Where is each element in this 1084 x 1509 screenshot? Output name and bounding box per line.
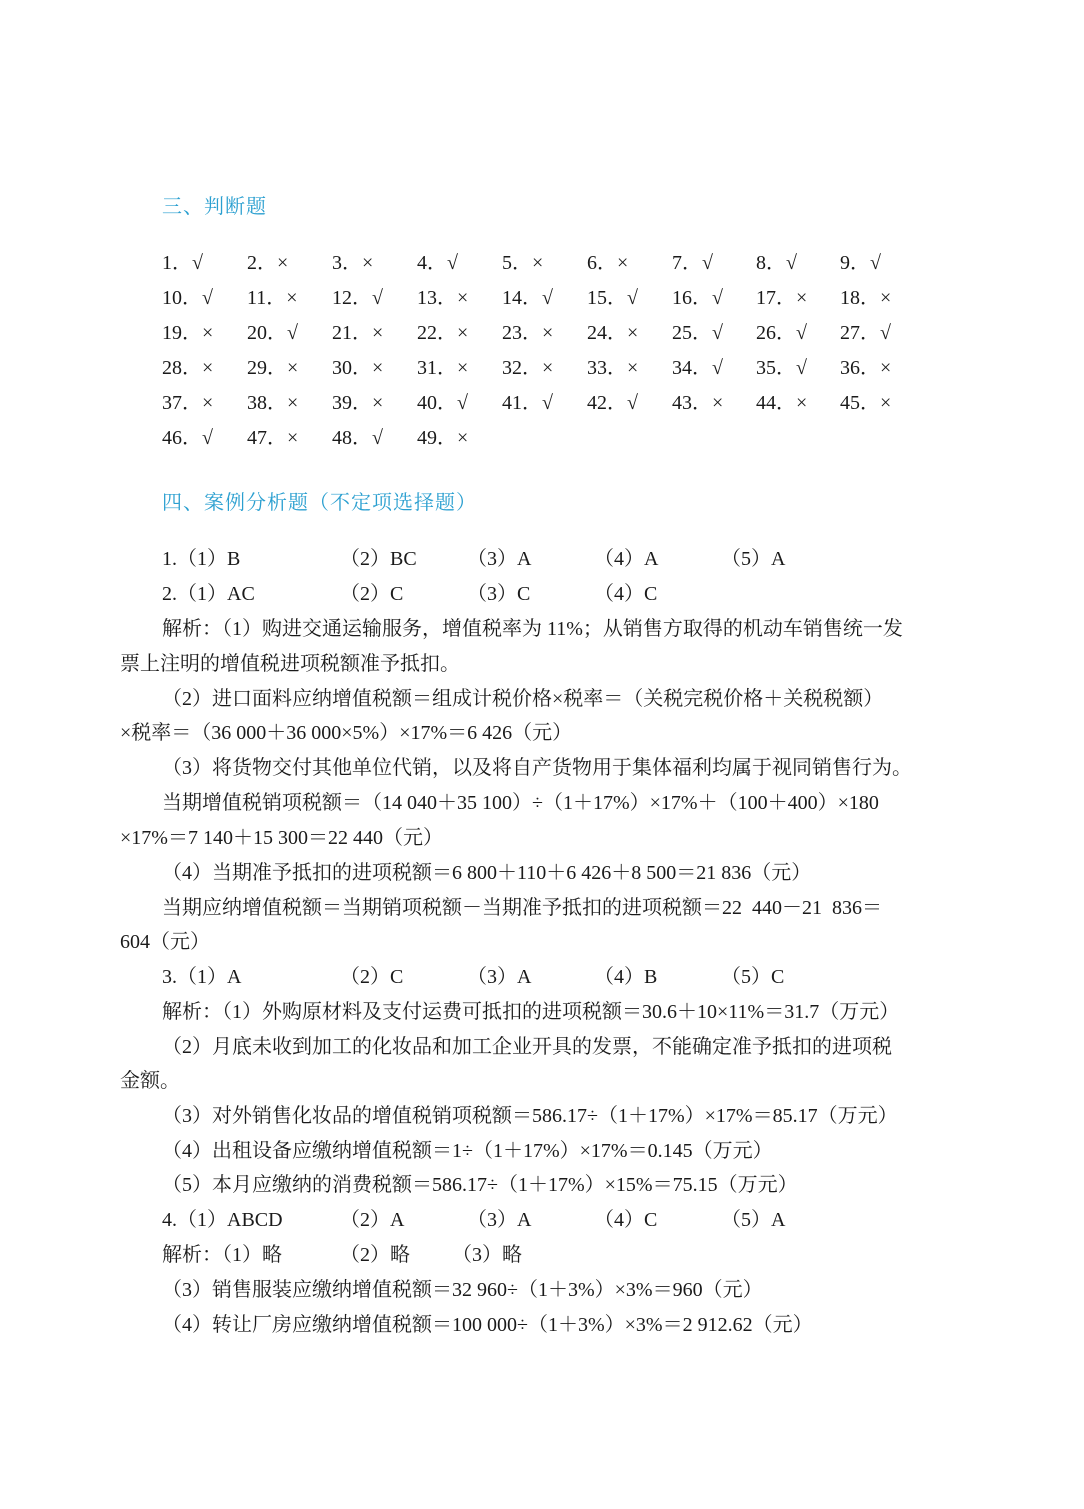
q3-answer: 3.（1）A [162,966,242,988]
analysis-line: （2）月底未收到加工的化妆品和加工企业开具的发票，不能确定准予抵扣的进项税 [162,1036,892,1058]
answer-item: 37．× [162,392,214,414]
answer-item: 40．√ [417,392,468,414]
answer-item: 39．× [332,392,384,414]
analysis-line: （3）略 [452,1244,522,1266]
answer-item: 28．× [162,357,214,379]
answer-item: 42．√ [587,392,638,414]
analysis-line: 当期应纳增值税额＝当期销项税额－当期准予抵扣的进项税额＝22 440－21 836＝ [162,897,882,919]
analysis-line: （4）转让厂房应缴纳增值税额＝100 000÷（1＋3%）×3%＝2 912.62（元） [162,1314,813,1336]
q1-answer: （3）A [467,548,532,570]
answer-item: 19．× [162,322,214,344]
q3-answer: （2）C [340,966,404,988]
answer-item: 14．√ [502,287,553,309]
answer-item: 23．× [502,322,554,344]
answer-item: 1．√ [162,252,203,274]
answer-item: 24．× [587,322,639,344]
analysis-line: 解析：（1）购进交通运输服务，增值税率为 11%；从销售方取得的机动车销售统一发 [162,618,903,640]
q2-answer: （4）C [594,583,658,605]
answer-item: 2．× [247,252,289,274]
q1-answer: （2）BC [340,548,417,570]
answer-item: 16．√ [672,287,723,309]
analysis-line: ×税率＝（36 000＋36 000×5%）×17%＝6 426（元） [120,722,573,744]
answer-item: 21．× [332,322,384,344]
answer-item: 41．√ [502,392,553,414]
q3-answer: （4）B [594,966,658,988]
analysis-line: 604（元） [120,931,210,953]
answer-item: 11．× [247,287,298,309]
analysis-line: （3）销售服装应缴纳增值税额＝32 960÷（1＋3%）×3%＝960（元） [162,1279,763,1301]
answer-item: 46．√ [162,427,213,449]
analysis-line: ×17%＝7 140＋15 300＝22 440（元） [120,827,443,849]
answer-item: 20．√ [247,322,298,344]
q2-answer: （3）C [467,583,531,605]
answer-item: 7．√ [672,252,713,274]
answer-item: 22．× [417,322,469,344]
analysis-line: 解析：（1）略 [162,1244,282,1266]
q1-answer: （4）A [594,548,659,570]
analysis-line: （2）略 [340,1244,410,1266]
answer-item: 10．√ [162,287,213,309]
q4-answer: 4.（1）ABCD [162,1209,283,1231]
q4-answer: （4）C [594,1209,658,1231]
answer-item: 26．√ [756,322,807,344]
answer-item: 8．√ [756,252,797,274]
answer-item: 31．× [417,357,469,379]
q4-answer: （2）A [340,1209,405,1231]
answer-item: 32．× [502,357,554,379]
answer-item: 48．√ [332,427,383,449]
analysis-line: （3）将货物交付其他单位代销，以及将自产货物用于集体福利均属于视同销售行为。 [162,757,912,779]
analysis-line: 票上注明的增值税进项税额准予抵扣。 [120,653,460,675]
answer-item: 6．× [587,252,629,274]
answer-item: 4．√ [417,252,458,274]
answer-item: 43．× [672,392,724,414]
answer-item: 17．× [756,287,808,309]
analysis-line: 当期增值税销项税额＝（14 040＋35 100）÷（1＋17%）×17%＋（100＋400）×180 [162,792,879,814]
answer-item: 49．× [417,427,469,449]
answer-item: 34．√ [672,357,723,379]
answer-item: 18．× [840,287,892,309]
analysis-line: （3）对外销售化妆品的增值税销项税额＝586.17÷（1＋17%）×17%＝85.17（万元） [162,1105,898,1127]
answer-item: 12．√ [332,287,383,309]
answer-item: 5．× [502,252,544,274]
analysis-line: 金额。 [120,1070,180,1092]
answer-item: 13．× [417,287,469,309]
answer-item: 15．√ [587,287,638,309]
q3-answer: （5）C [721,966,785,988]
q4-answer: （5）A [721,1209,786,1231]
answer-item: 45．× [840,392,892,414]
answer-item: 38．× [247,392,299,414]
q2-answer: 2.（1）AC [162,583,255,605]
section-4-heading: 四、案例分析题（不定项选择题） [162,490,477,514]
answer-item: 44．× [756,392,808,414]
q1-answer: 1.（1）B [162,548,241,570]
answer-item: 3．× [332,252,374,274]
section-3-heading: 三、判断题 [162,194,267,218]
answer-item: 36．× [840,357,892,379]
answer-item: 27．√ [840,322,891,344]
analysis-line: （4）出租设备应缴纳增值税额＝1÷（1＋17%）×17%＝0.145（万元） [162,1140,773,1162]
answer-item: 35．√ [756,357,807,379]
answer-item: 33．× [587,357,639,379]
answer-item: 30．× [332,357,384,379]
q4-answer: （3）A [467,1209,532,1231]
answer-item: 47．× [247,427,299,449]
answer-item: 29．× [247,357,299,379]
q3-answer: （3）A [467,966,532,988]
answer-item: 9．√ [840,252,881,274]
answer-item: 25．√ [672,322,723,344]
analysis-line: 解析：（1）外购原材料及支付运费可抵扣的进项税额＝30.6＋10×11%＝31.7（万元） [162,1001,900,1023]
analysis-line: （4）当期准予抵扣的进项税额＝6 800＋110＋6 426＋8 500＝21 836（元） [162,862,812,884]
analysis-line: （5）本月应缴纳的消费税额＝586.17÷（1＋17%）×15%＝75.15（万元） [162,1174,798,1196]
analysis-line: （2）进口面料应纳增值税额＝组成计税价格×税率＝（关税完税价格＋关税税额） [162,688,884,710]
q1-answer: （5）A [721,548,786,570]
q2-answer: （2）C [340,583,404,605]
